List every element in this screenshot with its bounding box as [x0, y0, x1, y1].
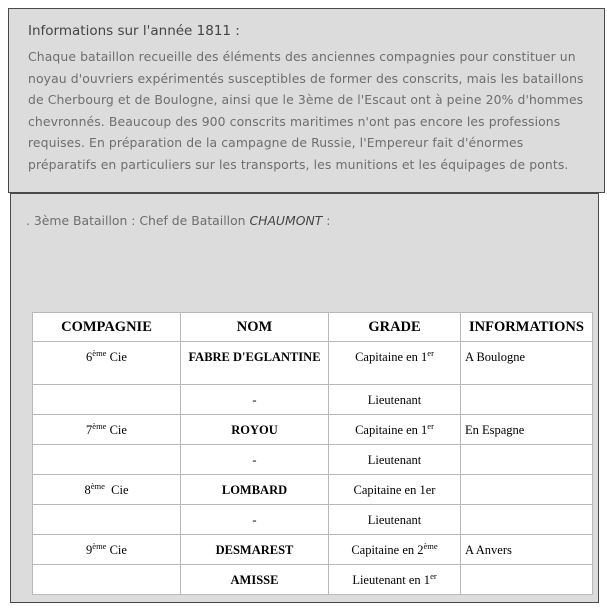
- intro-line: préparatifs en particuliers sur les transports, les munitions et les équipages de ponts.: [28, 156, 569, 172]
- grade-cell: Lieutenant: [329, 445, 461, 475]
- header-compagnie: COMPAGNIE: [33, 313, 181, 342]
- roster-table: [32, 312, 593, 595]
- grade-cell: Capitaine en 2ème: [329, 535, 461, 565]
- table-row: [33, 475, 593, 505]
- company-cell: [33, 385, 181, 415]
- company-cell: [33, 505, 181, 535]
- info-cell: A Boulogne: [461, 342, 593, 385]
- table-row: [33, 535, 593, 565]
- header-grade: GRADE: [329, 313, 461, 342]
- info-cell: En Espagne: [461, 415, 593, 445]
- table-row: [33, 385, 593, 415]
- intro-title: Informations sur l'année 1811 :: [28, 23, 240, 39]
- battalion-heading: [26, 213, 330, 228]
- table-row: [33, 445, 593, 475]
- grade-cell: Capitaine en 1er: [329, 475, 461, 505]
- table-row: [33, 342, 593, 385]
- name-cell: ROYOU: [181, 415, 329, 445]
- info-cell: [461, 565, 593, 595]
- company-cell: 9ème Cie: [33, 535, 181, 565]
- name-cell: -: [181, 505, 329, 535]
- intro-line: de Cherbourg et de Boulogne, ainsi que le 3ème de l'Escaut ont à peine 20% d'hommes: [28, 92, 584, 108]
- info-cell: [461, 385, 593, 415]
- name-cell: AMISSE: [181, 565, 329, 595]
- grade-cell: Lieutenant en 1er: [329, 565, 461, 595]
- intro-line: Chaque bataillon recueille des éléments des anciennes compagnies pour constituer un: [28, 49, 576, 64]
- grade-cell: Lieutenant: [329, 505, 461, 535]
- name-cell: -: [181, 385, 329, 415]
- header-informations: INFORMATIONS: [461, 313, 593, 342]
- name-cell: LOMBARD: [181, 475, 329, 505]
- info-cell: [461, 445, 593, 475]
- company-cell: 7ème Cie: [33, 415, 181, 445]
- table-row: [33, 565, 593, 595]
- table-header-row: [33, 313, 593, 342]
- info-cell: A Anvers: [461, 535, 593, 565]
- info-cell: [461, 505, 593, 535]
- grade-cell: Lieutenant: [329, 385, 461, 415]
- intro-paragraph: [28, 46, 594, 176]
- commander-name: CHAUMONT: [249, 213, 323, 228]
- battalion-panel: [10, 193, 599, 603]
- company-cell: [33, 565, 181, 595]
- company-cell: [33, 445, 181, 475]
- grade-cell: Capitaine en 1er: [329, 342, 461, 385]
- name-cell: FABRE D'EGLANTINE: [181, 342, 329, 385]
- grade-cell: Capitaine en 1er: [329, 415, 461, 445]
- name-cell: DESMAREST: [181, 535, 329, 565]
- intro-line: chevronnés. Beaucoup des 900 conscrits maritimes n'ont pas encore les professions: [28, 113, 561, 129]
- table-row: [33, 415, 593, 445]
- info-cell: [461, 475, 593, 505]
- table-row: [33, 505, 593, 535]
- company-cell: 8ème Cie: [33, 475, 181, 505]
- intro-panel: [8, 8, 605, 193]
- name-cell: -: [181, 445, 329, 475]
- intro-line: noyau d'ouvriers expérimentés susceptibles de former des conscrits, mais les bataillons: [28, 70, 584, 86]
- company-cell: 6ème Cie: [33, 342, 181, 385]
- intro-line: requises. En préparation de la campagne de Russie, l'Empereur fait d'énormes: [28, 135, 524, 151]
- header-nom: NOM: [181, 313, 329, 342]
- battalion-suffix: :: [322, 213, 331, 228]
- battalion-prefix: . 3ème Bataillon : Chef de Bataillon: [26, 213, 250, 228]
